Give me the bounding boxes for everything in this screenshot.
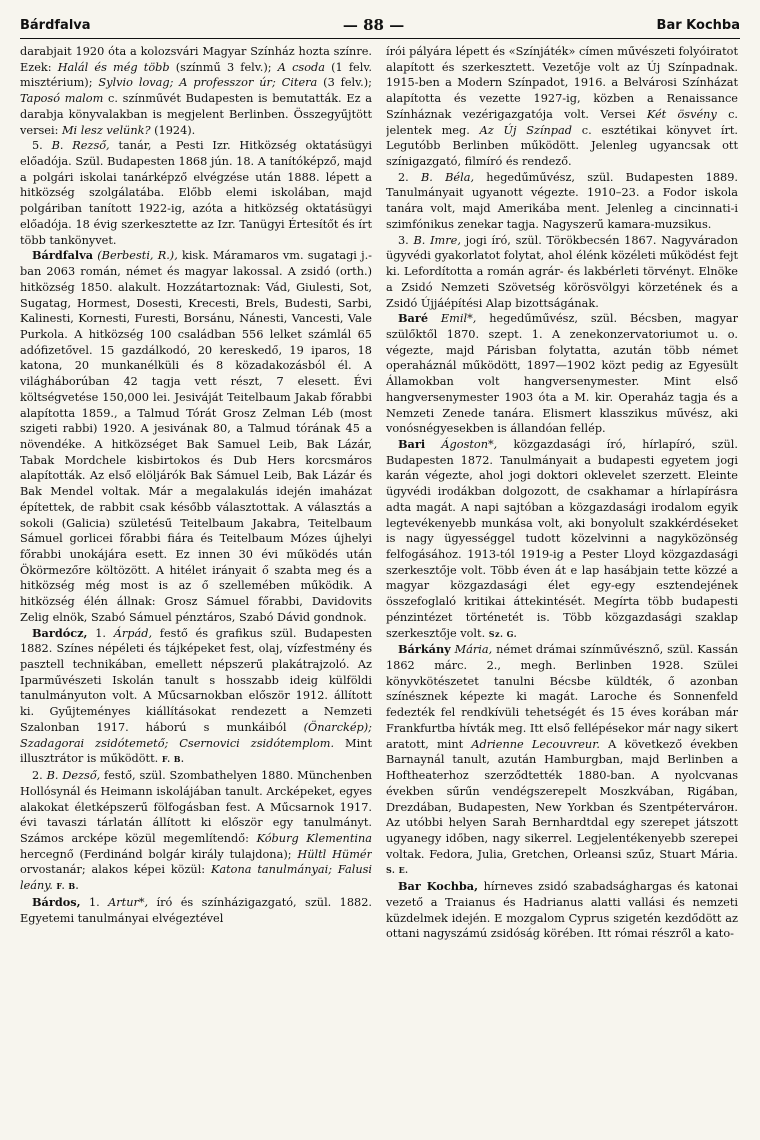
body-text: közgazdasági író, hírlapíró, szül. Budapesten 1872. Tanulmányait a budapesti egyetem jogi karán végezte, ahol jogi doktori oklevelet szerzett. Eleinte ügyvédi irodákban dolgozott, de csakhamar a hírlapírásra adta magát. A napi sajtóban a közgazdasági irodalom egyik legtevékenyebb munkása volt, aki bonyolult szakkérdéseket is nagy ügyességgel tudott közelvinni a nagyközönség felfogásához. 1913-tól 1919-ig a Pester Lloyd közgazdasági szerkesztője volt. Több éven át e lap hasábjain tette közzé a magyar közgazdasági élet egy-egy esztendejének összefoglaló kritikai áttekintését. Megírta több budapesti pénzintézet történetét is. Több közgazdasági szaklap szerkesztője volt. — [386, 437, 738, 640]
entry-headword: Bárdos, — [32, 894, 81, 909]
entry-paragraph — [386, 233, 738, 312]
italic-text: B. Dezső, — [46, 769, 101, 783]
italic-text: Artur*, — [108, 895, 149, 909]
header-left-keyword: Bárdfalva — [20, 17, 91, 33]
entry-paragraph — [20, 248, 372, 625]
body-text: kisk. Máramaros vm. sugatagi j.-ban 2063 román, német és magyar lakossal. A zsidó (orth.) hitközség 1850. alakult. Hozzátartoznak: Vád, Giulesti, Sot, Sugatag, Hormest, Dosesti, Krecesti, Brels, Budesti, Sarbi, Kalinesti, Kornesti, Furesti, Borsánu, Nánesti, Vancesti, Vale Purkola. A hitközség 100 családban 556 lelket számlál 65 adófizetővel. 15 gazdálkodó, 20 kereskedő, 19 iparos, 18 katona, 20 munkanélküli és 8 közadakozásból él. A világháborúban 42 tagja vett részt, 7 elesett. Évi költségvetése 150,000 lei. Jesiváját Teitelbaum Jakab főrabbi alapította 1859., a Talmud Tórát Grosz Zelman Léb (most szigeti rabbi) 1920. A jesivának 80, a Talmud tórának 45 a növendéke. A hitközséget Bak Samuel Leib, Bak Lázár, Tabak Mordchele kisbirtokos és Dub Hers korcsmáros alapították. Az első elöljárók Bak Sámuel Leib, Bak Lázár és Bak Mendel voltak. Már a megalakulás idején imaházat építettek, de rabbit csak később választottak. A választás a sokoli (Galicia) születésű Teitelbaum Jakabra, Teitelbaum Sámuel gorlicei főrabbi fiára és Teitelbaum Mózes újhelyi főrabbi unokájára esett. Ez innen 30 évi működés után Ökörmezőre költözött. A hitélet irányait ő szabta meg és a hitközség még most is az ő szellemében működik. A hitközség élén állnak: Grosz Sámuel főrabbi, Davidovits Zelig elnök, Szabó Sámuel pénztáros, Szabó Dávid gondnok. — [20, 249, 372, 624]
italic-text: Adrienne Lecouvreur. — [471, 737, 600, 751]
body-text: A következő években Barnaynál tanult, azután Hamburgban, majd Berlinben a Hoftheaterhoz szerződtették 1880-ban. A nyolcvanas években sűrűn vendégszerepelt Moszkvában, Rigában, Drezdában, Budapesten, New Yorkban és Szentpétervárон. Az utóbbi helyen Sarah Bernhardtdal egy szerepet játszott ugyanegy időben, nagy sikerrel. Legjelentékenyebb szerepei voltak. Fedora, Julia, Gretchen, Orleansi szűz, Stuart Mária. — [386, 737, 738, 861]
body-text: német drámai színművésznő, szül. Kassán 1862 márc. 2., megh. Berlinben 1928. Szülei könyvkötészetet tanulni Bécsbe küldték, ő azonban színésznek képezte ki magát. Laroche és Sonnenfeld fedezték fel rendkívüli tehetségét és 15 éves korában már Frankfurtba hívták meg. Itt első fellépésekor már nagy sikert aratott, mint — [386, 643, 738, 751]
entry-paragraph — [386, 437, 738, 642]
entry-paragraph — [386, 44, 738, 170]
entry-headword: Bar Kochba, — [398, 879, 479, 894]
body-text: (1924). — [150, 123, 196, 137]
body-text — [425, 438, 441, 451]
entry-paragraph — [20, 895, 372, 926]
body-text: Mint illusztrátor is működött. — [20, 736, 372, 766]
entry-paragraph — [20, 44, 372, 138]
body-text: 5. — [32, 139, 52, 153]
italic-text: Mária, — [454, 643, 493, 657]
italic-text: Taposó malom — [20, 92, 104, 106]
entry-paragraph — [386, 311, 738, 437]
body-text: író és színházigazgató, szül. 1882. Egyetemi tanulmányai elvégeztével — [20, 895, 372, 925]
body-text: 2. — [398, 170, 421, 184]
body-text: (1 felv. misztérium); — [20, 60, 372, 90]
italic-text: Halál és még több — [57, 60, 170, 74]
author-initials: F. B. — [56, 881, 79, 892]
entry-headword: Bardócz, — [32, 625, 88, 640]
entry-headword: Bárdfalva — [32, 248, 94, 263]
entry-paragraph — [20, 138, 372, 248]
running-header — [20, 14, 740, 36]
italic-text: Árpád, — [113, 626, 153, 640]
body-text: 1. — [80, 895, 109, 909]
body-text: hírneves zsidó szabadsághargas és katonai vezető a Traianus és Hadrianus alatti vallási és nemzeti küzdelmek idején. E mozgalom Cyprus szigetén kezdődött az ottani nagyszámú zsidóság körében. Itt római részről a kato- — [386, 880, 738, 941]
body-text — [428, 312, 441, 325]
entry-paragraph — [20, 626, 372, 768]
author-initials: F. B. — [161, 754, 185, 765]
body-text: írói pályára lépett és «Színjáték» címen művészeti folyóiratot alapított és szerkesztett. Vezetője volt az Új Színpadnak. 1915-ben a Modern Színpadot, 1916. a Belvárosi Színházat alapította és vezette 1927-ig, közben a Renaissance Színháznak vezérigazgatója volt. Versei — [386, 45, 738, 121]
entry-headword: Bari — [398, 436, 426, 451]
italic-text: Ágoston*, — [441, 437, 498, 451]
right-column — [386, 44, 738, 1128]
body-text: 3. — [398, 233, 414, 247]
italic-text: Kóburg Klementina — [256, 831, 372, 845]
italic-text: Mi lesz velünk? — [61, 123, 151, 137]
body-text: festő, szül. Szombathelyen 1880. Münchenben Hollósynál és Heimann iskolájában tanult. Arcképeket, egyes alakokat életképszerű fölfogásban fest. A Műcsarnok 1917. évi tavaszi tárlatán állított ki először egy tanulmányt. Számos arcképe közül megemlítendő: — [20, 769, 372, 845]
body-text: hegedűművész, szül. Budapesten 1889. Tanulmányait ugyanott végezte. 1910–23. a Fodor iskola tanára volt, majd Amerikába ment. Jelenleg a cincinnati-i szimfónikus zenekar tagja. Nagyszerű kamara-muzsikus. — [386, 170, 738, 231]
body-text: (3 felv.); — [317, 76, 372, 90]
body-text: festő és grafikus szül. Budapesten 1882. Színes népéleti és tájképeket fest, olaj, vízfestmény és pasztell technikában, emellett népszerű plakátrajzoló. Az Iparművészeti Iskolán tanult s hosszabb ideig külföldi tanulmányuton volt. A Műcsarnokban először 1912. állított ki. Gyűjteményes kiállításokat rendezett a Nemzeti Szalonban 1917. háború s munkáiból — [20, 626, 372, 734]
body-text: tanár, a Pesti Izr. Hitközség oktatásügyi előadója. Szül. Budapesten 1868 jún. 18. A tanítóképző, majd a polgári iskolai tanárképző elvégzése után 1888. lépett a hitközség szolgálatába. Előbb elemi iskolában, majd polgáriban tanított 1922-ig, azóta a hitközség oktatásügyi előadója. 18 évig szerkesztette az Izr. Tanügyi Értesítőt és írt több tankönyvet. — [20, 139, 372, 247]
body-text: orvostanár; alakos képei közül: — [20, 863, 211, 877]
italic-text: A csoda — [277, 60, 325, 74]
italic-text: (Berbesti, R.), — [97, 249, 178, 263]
header-rule — [20, 38, 740, 39]
italic-text: Hültl Hümér — [297, 847, 372, 861]
entry-headword: Bárkány — [398, 642, 451, 657]
body-text: c. jelentek meg. — [386, 107, 738, 137]
italic-text: Két ösvény — [646, 107, 717, 121]
header-right-keyword: Bar Kochba — [656, 17, 740, 33]
entry-paragraph — [386, 879, 738, 942]
entry-headword: Baré — [398, 311, 429, 326]
italic-text: Sylvio lovag; A professzor úr; Citera — [98, 76, 318, 90]
italic-text: Katona tanulmányai; Falusi leány. — [20, 863, 372, 893]
italic-text: Emil*, — [440, 312, 477, 326]
entry-paragraph — [386, 642, 738, 879]
body-text: (színmű 3 felv.); — [169, 60, 278, 74]
body-text: 1. — [87, 626, 114, 640]
italic-text: (Önarckép); Szadagorai zsidótemető; Csernovici zsidótemplom. — [20, 720, 372, 750]
body-text: hercegnő (Ferdinánd bolgár király tulajdona); — [20, 847, 298, 861]
entry-paragraph — [20, 768, 372, 895]
body-text: hegedűművész, szül. Bécsben, magyar szülőktől 1870. szept. 1. A zenekonzervatoriumot u. o. végezte, majd Párisban folytatta, azután több német operaháznál működött, 1897—1902 közt pedig az Egyesült Államokban volt hangversenymester. Mint első hangversenymester 1903 óta a M. kir. Operaház tagja és a Nemzeti Zenede tanára. Elismert klasszikus művész, aki vonósnégyesekben is állandóan fellép. — [386, 312, 738, 436]
italic-text: B. Rezső, — [51, 139, 110, 153]
italic-text: Az Új Színpad — [479, 123, 572, 137]
page-number: — 88 — — [342, 16, 405, 34]
author-initials: Sz. G. — [488, 628, 517, 639]
left-column — [20, 44, 372, 1128]
body-text: jogi író, szül. Törökbecsén 1867. Nagyváradon ügyvédi gyakorlatot folytat, ahol élénk közéleti működést fejt ki. Lefordította a román agrár- és lakbérleti törvényt. Elnöke a Zsidó Nemzeti Szövetség körösvölgyi körzetének és a Zsidó Újjáépítési Alap bizottságának. — [386, 233, 738, 310]
italic-text: B. Béla, — [421, 170, 475, 184]
author-initials: S. E. — [386, 865, 409, 876]
body-text: darabjait 1920 óta a kolozsvári Magyar Színház hozta színre. Ezek: — [20, 45, 372, 74]
body-text: 2. — [32, 769, 47, 783]
entry-paragraph — [386, 170, 738, 233]
italic-text: B. Imre, — [413, 233, 461, 247]
body-text: c. esztétikai könyvet írt. Legutóbb Berlinben működött. Jelenleg ugyancsak ott színigazgató, filmíró és rendező. — [386, 123, 738, 169]
body-text: c. színművét Budapesten is bemutatták. Ez a darabja könyvalakban is megjelent Berlinben. Összegyűjtött versei: — [20, 92, 372, 137]
